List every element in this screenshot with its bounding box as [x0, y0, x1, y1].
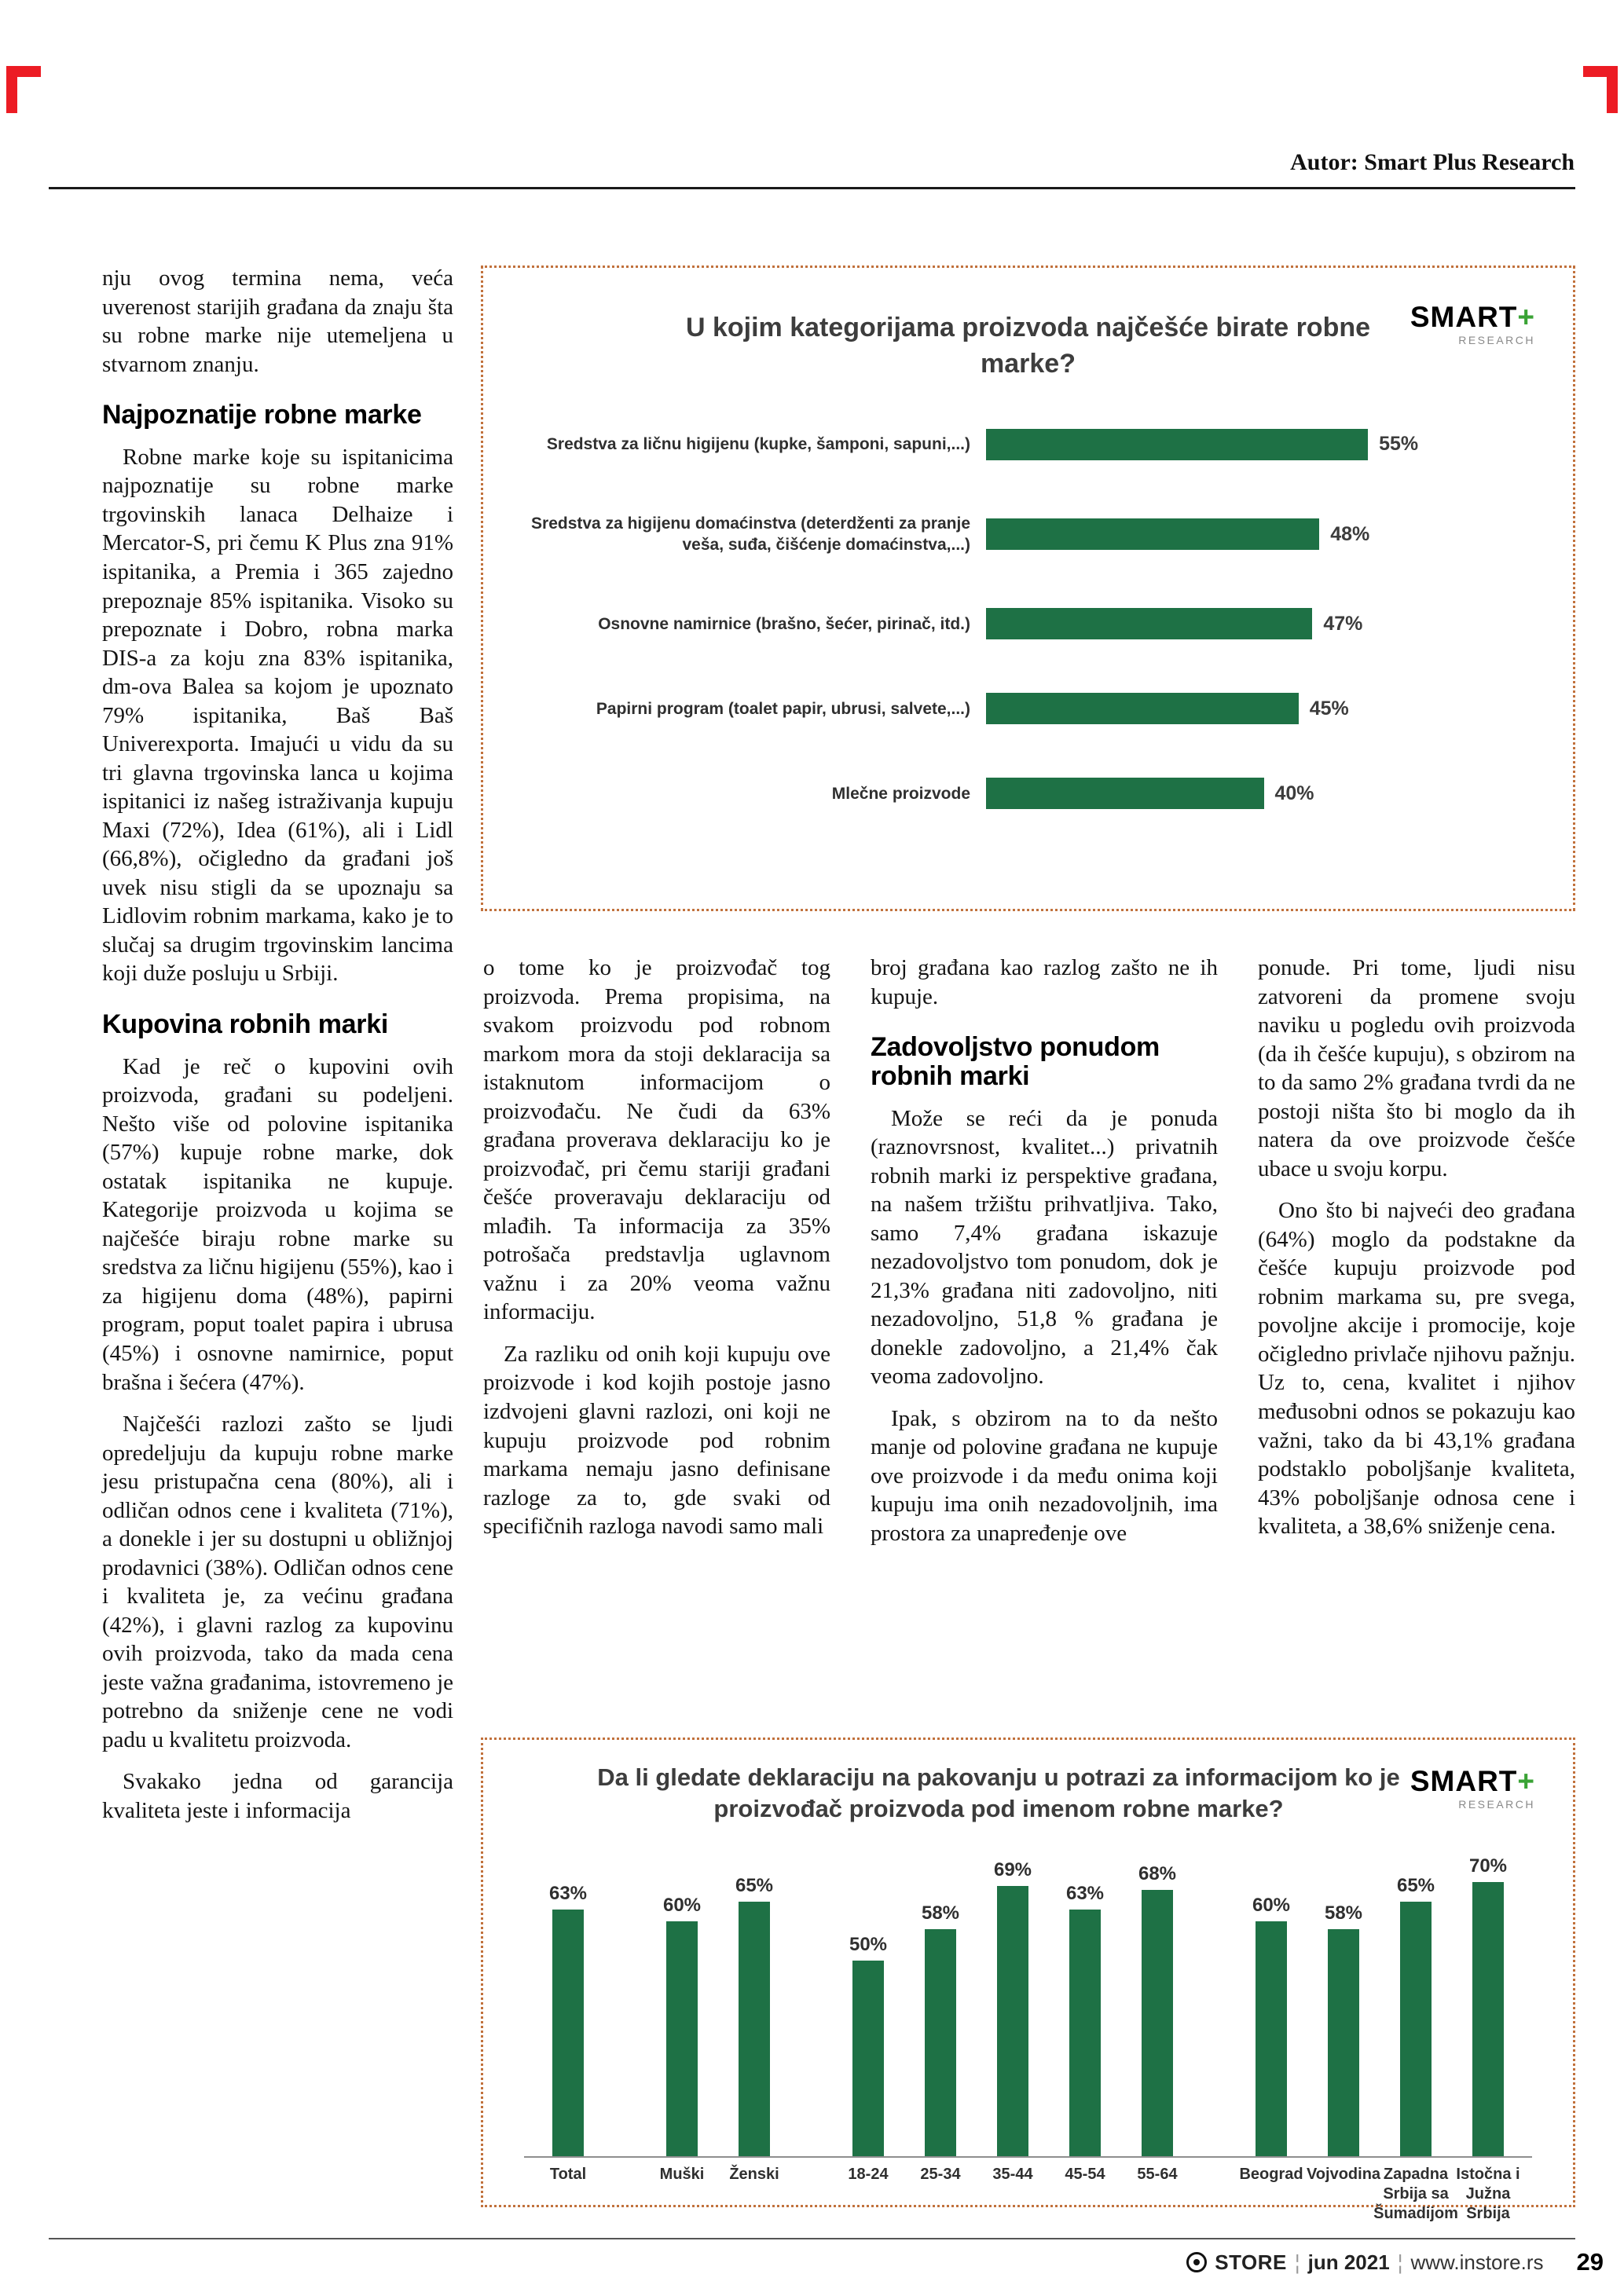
chart2-value-label: 60%	[1252, 1894, 1291, 1916]
paragraph: Ipak, s obzirom na to da nešto manje od polovine građana ne kupuje ove proizvode i da među onima koji kupuju ima onih nezadovoljnih, ima prostora za unapređenje ove	[871, 1405, 1218, 1546]
chart2-bar	[997, 1886, 1028, 2157]
chart2-bar-group	[1235, 1843, 1524, 2224]
paragraph: Svakako jedna od garancija kvaliteta jeste i informacija	[102, 1769, 453, 1823]
chart2-value-label: 58%	[1324, 1902, 1363, 1924]
chart1-bar-zone	[986, 777, 1542, 810]
paragraph-continuation: o tome ko je proizvođač tog proizvoda. Prema propisima, na svakom proizvodu pod robnom markom mora da stoji deklaracija sa istaknutom informacijom o proizvođaču. Ne čudi da 63% građana proverava deklaraciju ko je proizvođač, pri čemu stariji građani češće proveravaju deklaraciju od mlađih. Ta informacija za 35% potrošača predstavlja uglavnom važnu i za 20% veoma važnu informaciju.	[483, 955, 830, 1325]
chart1-value-label: 40%	[1274, 782, 1314, 804]
chart1-bar-row	[515, 692, 1542, 725]
crop-mark-left-icon	[6, 66, 41, 113]
chart1-value-label: 48%	[1330, 522, 1370, 545]
chart1-bar	[986, 429, 1368, 460]
header-rule	[49, 187, 1575, 189]
chart2-bar-item	[1307, 1843, 1380, 2224]
logo-plus-icon: +	[1517, 301, 1535, 333]
store-logo-icon	[1186, 2252, 1207, 2272]
chart2-plot	[511, 1843, 1545, 2224]
paragraph: Robne marke koje su ispitanicima najpoznatije su robne marke trgovinskih lanaca Delhaize i Mercator-S, pri čemu K Plus zna 91% ispitanika, a Premia i 365 zajedno prepoznaje 85% ispitanika. Visoko su prepoznate i Dobro, robna marka DIS-a za koju zna 83% ispitanika, dm-ova Balea sa kojom je upoznato 79% ispitanika, Baš Baš Univerexporta. Imajući u vidu da su tri glavna trgovinska lanca u kojima ispitanici iz našeg istraživanja kupuju Maxi (72%), Idea (61%), ali i Lidl (66,8%), očigledno da građani još uvek nisu stigli da se upoznaju sa Lidlovim robnim markama, kako je to slučaj sa drugim trgovinskim lancima koji duže posluju u Srbiji.	[102, 444, 453, 987]
chart2-bar-stack	[1452, 1843, 1524, 2157]
chart1-title: U kojim kategorijama proizvoda najčešće birate robne marke?	[685, 313, 1371, 379]
chart2-bar	[1142, 1890, 1173, 2157]
text-column-3	[871, 954, 1218, 1547]
chart2-bar-stack	[1049, 1843, 1121, 2157]
chart2-category-label: 45-54	[1065, 2165, 1105, 2183]
chart2-bar-stack	[1380, 1843, 1452, 2157]
chart1-bar-zone	[986, 518, 1542, 551]
logo-wordmark	[1410, 302, 1535, 331]
logo-text: SMART	[1410, 301, 1518, 333]
chart2-category-label: 35-44	[992, 2165, 1033, 2183]
chart2-bar-stack	[977, 1843, 1049, 2157]
chart2-bar	[1472, 1882, 1504, 2157]
chart2-category-label: Zapadna Srbija sa Šumadijom	[1373, 2165, 1458, 2222]
chart2-bar-item	[718, 1843, 790, 2184]
paragraph: Može se reći da je ponuda (raznovrsnost, kvalitet...) privatnih robnih marki iz perspektive građana, na našem tržištu prihvatljiva. Tako, samo 7,4% građana iskazuje nezadovoljstvo tom ponudom, dok je 21,3% građana niti zadovoljno, niti nezadovoljno, 51,8 % građana je donekle zadovoljno, a 21,4% čak veoma zadovoljno.	[871, 1105, 1218, 1390]
paragraph: Najčešći razlozi zašto se ljudi opredeljuju da kupuju robne marke jesu pristupačna cena (80%), ali i odličan odnos cene i kvaliteta (71%), a donekle i jer su dostupni u obližnjoj prodavnici (38%). Odličan odnos cene i kvaliteta je, za većinu građana (42%), i glavni razlog za kupovinu ovih proizvoda, tako da mada cena jeste važna građanima, istovremeno je potrebno da sniženje cene ne vodi padu u kvalitetu proizvoda.	[102, 1412, 453, 1752]
chart-declaration-box	[481, 1738, 1575, 2222]
paragraph: Za razliku od onih koji kupuju ove proizvode i kod kojih postoje jasno izdvojeni glavni razlozi, oni koji ne kupuju proizvode pod robnim markama nemaju jasno definisane razloge za to, gde svaki od specifičnih razloga navodi samo mali	[483, 1341, 830, 1540]
chart2-category-label: Ženski	[729, 2165, 779, 2183]
logo-plus-icon: +	[1517, 1765, 1535, 1797]
footer-rule	[49, 2238, 1575, 2239]
chart1-bar	[986, 778, 1264, 809]
paragraph-continuation: nju ovog termina nema, veća uverenost starijih građana da znaju šta su robne marke nije utemeljena u stvarnom znanju.	[102, 265, 453, 377]
chart2-bar-item	[1373, 1843, 1458, 2224]
chart2-bar-group	[832, 1843, 1193, 2184]
chart2-value-label: 58%	[921, 1902, 960, 1924]
chart2-bar-item	[1121, 1843, 1193, 2184]
chart1-bar-row	[515, 513, 1542, 556]
chart2-bar-stack	[1121, 1843, 1193, 2157]
author-credit: Autor: Smart Plus Research	[1290, 149, 1575, 175]
logo-wordmark	[1410, 1767, 1535, 1796]
paragraph: Ono što bi najveći deo građana (64%) moglo da podstakne da češće kupuju proizvode pod robnim markama su, pre svega, povoljne akcije i promocije, koje očigledno privlače njihovu pažnju. Uz to, cena, kvalitet i njihov međusobni odnos se pokazuju kao važni, tako da bi 43,1% građana podstaklo poboljšanje kvaliteta, 43% poboljšanje odnosa cene i kvaliteta, a 38,6% sniženje cena.	[1258, 1198, 1575, 1540]
chart2-value-label: 50%	[849, 1933, 888, 1955]
chart1-bar-row	[515, 428, 1542, 461]
chart2-bar-item	[1235, 1843, 1307, 2224]
chart2-axis-line	[524, 2156, 1532, 2158]
chart2-bar	[852, 1961, 884, 2157]
footer-brand: STORE	[1215, 2250, 1287, 2274]
page-number: 29	[1576, 2248, 1604, 2276]
paragraph-continuation: ponude. Pri tome, ljudi nisu zatvoreni da promene svoju naviku u pogledu ovih proizvoda (da ih češće kupuju), s obzirom na to da samo 2% građana tvrdi da ne postoji ništa što bi moglo da ih natera da ove proizvode češće ubace u svoju korpu.	[1258, 955, 1575, 1181]
chart1-bar-zone	[986, 607, 1542, 640]
chart1-bar-row	[515, 777, 1542, 810]
chart2-value-label: 65%	[1396, 1874, 1435, 1896]
chart2-bar-stack	[832, 1843, 904, 2157]
footer-website: www.instore.rs	[1410, 2250, 1544, 2274]
paragraph-continuation: broj građana kao razlog zašto ne ih kupuje.	[871, 955, 1218, 1009]
chart2-category-label: Beograd	[1239, 2165, 1303, 2183]
chart1-bar	[986, 518, 1319, 550]
chart2-bar-stack	[1307, 1843, 1380, 2157]
chart1-bar-zone	[986, 428, 1542, 461]
chart2-bar	[1069, 1910, 1101, 2157]
chart2-bar	[739, 1902, 770, 2157]
footer-separator: ¦	[1397, 2250, 1403, 2274]
chart2-category-label: Vojvodina	[1306, 2165, 1381, 2183]
chart2-bar-stack	[646, 1843, 718, 2157]
paragraph: Kad je reč o kupovini ovih proizvoda, građani su podeljeni. Nešto više od polovine ispitanika (57%) kupuje robne marke, dok ostatak ispitanika ne kupuje. Kategorije proizvoda u kojima se najčešće biraju robne marke su sredstva za ličnu higijenu (55%), kao i za higijenu doma (48%), papirni program, poput toalet papira i ubrusa (45%) i osnovne namirnice, poput brašna i šećera (47%).	[102, 1053, 453, 1395]
chart2-bar	[1400, 1902, 1432, 2157]
crop-mark-right-icon	[1583, 66, 1618, 113]
chart1-category-label: Sredstva za ličnu higijenu (kupke, šamponi, sapuni,...)	[546, 435, 970, 454]
chart2-bar-group	[646, 1843, 790, 2184]
chart1-category-label: Sredstva za higijenu domaćinstva (deterdženti za pranje veša, suđa, čišćenje domaćinstva,...)	[531, 514, 970, 555]
chart1-bar-zone	[986, 692, 1542, 725]
section-heading-najpoznatije-robne-marke: Najpoznatije robne marke	[102, 400, 422, 430]
chart2-bar-item	[1452, 1843, 1524, 2224]
chart1-rows	[515, 428, 1542, 811]
chart2-bar-item	[532, 1843, 604, 2184]
chart2-bar	[1328, 1929, 1359, 2157]
chart2-category-label: 25-34	[920, 2165, 961, 2183]
chart2-value-label: 63%	[1065, 1882, 1105, 1904]
footer	[1186, 2248, 1604, 2276]
chart2-value-label: 69%	[993, 1858, 1032, 1880]
logo-subtext: RESEARCH	[1458, 334, 1535, 346]
chart2-groups	[532, 1843, 1524, 2224]
logo-subtext: RESEARCH	[1458, 1798, 1535, 1811]
chart1-bar	[986, 693, 1299, 724]
logo-text: SMART	[1410, 1765, 1518, 1797]
chart1-category-label: Mlečne proizvode	[831, 784, 970, 803]
section-heading-kupovina-robnih-marki: Kupovina robnih marki	[102, 1009, 388, 1039]
chart2-bar	[925, 1929, 956, 2157]
footer-issue: jun 2021	[1307, 2250, 1390, 2274]
chart2-value-label: 60%	[662, 1894, 702, 1916]
chart2-bar-item	[832, 1843, 904, 2184]
chart2-category-label: Istočna i Južna Srbija	[1456, 2165, 1520, 2222]
smart-plus-research-logo	[1410, 302, 1535, 346]
text-column-1	[102, 264, 453, 1825]
chart1-bar	[986, 608, 1312, 639]
chart1-value-label: 55%	[1379, 433, 1419, 456]
footer-separator: ¦	[1294, 2250, 1300, 2274]
text-column-2	[483, 954, 830, 1541]
chart1-bar-row	[515, 607, 1542, 640]
chart2-bar-item	[977, 1843, 1049, 2184]
chart2-bar-item	[904, 1843, 977, 2184]
chart2-bar-stack	[718, 1843, 790, 2157]
chart2-bar-stack	[1235, 1843, 1307, 2157]
chart2-value-label: 70%	[1468, 1855, 1508, 1877]
chart2-category-label: Total	[549, 2165, 587, 2183]
chart2-bar-item	[1049, 1843, 1121, 2184]
chart1-category-label: Papirni program (toalet papir, ubrusi, salvete,...)	[596, 699, 970, 718]
chart2-value-label: 63%	[548, 1882, 588, 1904]
chart1-category-label: Osnovne namirnice (brašno, šećer, pirinač, itd.)	[598, 614, 970, 633]
chart-categories-box	[481, 265, 1575, 911]
chart2-category-label: 18-24	[848, 2165, 889, 2183]
section-heading-zadovoljstvo-ponudom: Zadovoljstvo ponudom robnih marki	[871, 1032, 1160, 1091]
chart1-value-label: 45%	[1309, 697, 1349, 720]
text-column-4	[1258, 954, 1575, 1541]
chart2-title: Da li gledate deklaraciju na pakovanju u potrazi za informacijom ko je proizvođač proizvoda pod imenom robne marke?	[597, 1763, 1400, 1823]
chart2-bar-group	[532, 1843, 604, 2184]
smart-plus-research-logo	[1410, 1767, 1535, 1811]
chart2-category-label: Muški	[659, 2165, 705, 2183]
chart2-category-label: 55-64	[1137, 2165, 1178, 2183]
chart2-bar-item	[646, 1843, 718, 2184]
chart1-value-label: 47%	[1323, 612, 1363, 635]
chart2-value-label: 65%	[735, 1874, 774, 1896]
chart2-bar	[552, 1910, 584, 2157]
chart2-bar-stack	[904, 1843, 977, 2157]
chart2-bar	[1256, 1921, 1287, 2157]
chart2-value-label: 68%	[1138, 1862, 1177, 1884]
chart2-bar-stack	[532, 1843, 604, 2157]
chart2-bar	[666, 1921, 698, 2157]
